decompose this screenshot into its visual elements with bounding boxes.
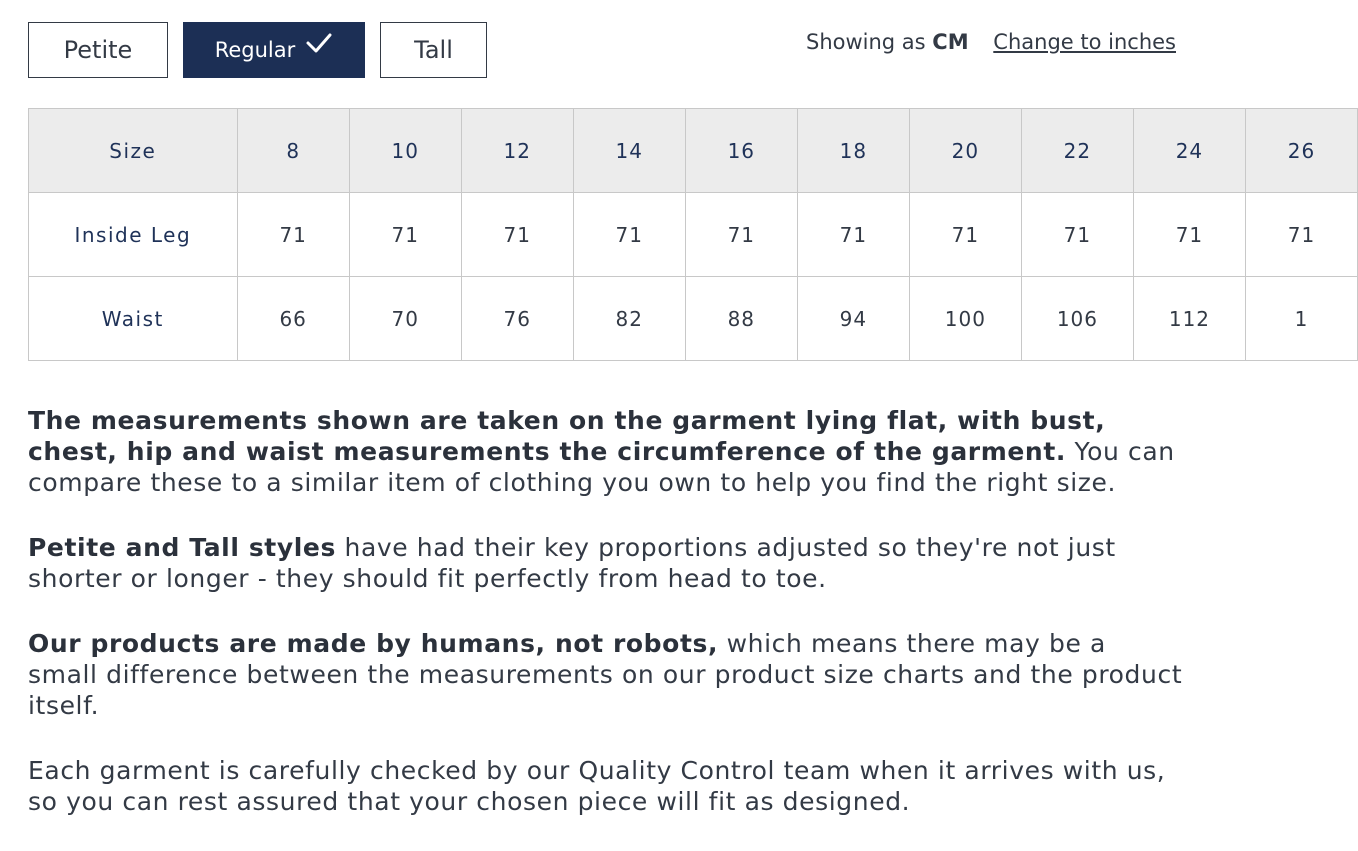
table-cell: 71 (461, 193, 573, 277)
size-cell: 10 (349, 109, 461, 193)
size-guide-notes (28, 405, 1183, 851)
size-cell: 12 (461, 109, 573, 193)
size-cell: 16 (685, 109, 797, 193)
size-cell: 26 (1245, 109, 1357, 193)
unit-indicator (806, 30, 1176, 54)
note-emphasis: Our products are made by humans, not robots, (28, 629, 719, 658)
size-cell: 14 (573, 109, 685, 193)
fit-tab-regular[interactable] (183, 22, 365, 78)
note-paragraph (28, 532, 1183, 594)
fit-tab-label: Tall (414, 36, 453, 64)
size-cell: 24 (1133, 109, 1245, 193)
fit-tab-tall[interactable] (380, 22, 487, 78)
table-cell: 71 (1021, 193, 1133, 277)
size-table (28, 108, 1358, 361)
note-paragraph (28, 628, 1183, 721)
table-cell: 71 (1245, 193, 1357, 277)
note-emphasis: Petite and Tall styles (28, 533, 336, 562)
fit-tab-petite[interactable] (28, 22, 168, 78)
table-cell: 71 (237, 193, 349, 277)
table-cell: 88 (685, 277, 797, 361)
note-paragraph (28, 405, 1183, 498)
size-header-row (29, 109, 1358, 193)
table-cell: 71 (349, 193, 461, 277)
size-cell: 20 (909, 109, 1021, 193)
table-cell: 76 (461, 277, 573, 361)
table-cell: 71 (909, 193, 1021, 277)
table-cell: 66 (237, 277, 349, 361)
size-cell: 18 (797, 109, 909, 193)
row-label-waist: Waist (29, 277, 238, 361)
unit-current: CM (932, 30, 969, 54)
note-text: which means there may be a small difference between the measurements on our product size charts and the product itself. (28, 629, 1183, 720)
size-chart (28, 108, 1316, 364)
table-cell: 100 (909, 277, 1021, 361)
table-cell: 94 (797, 277, 909, 361)
table-cell: 82 (573, 277, 685, 361)
table-row (29, 193, 1358, 277)
checkmark-icon (305, 32, 333, 59)
unit-prefix: Showing as (805, 30, 926, 54)
table-cell: 71 (685, 193, 797, 277)
table-cell: 70 (349, 277, 461, 361)
table-cell: 1 (1245, 277, 1357, 361)
table-cell: 71 (573, 193, 685, 277)
table-cell: 106 (1021, 277, 1133, 361)
size-header-label: Size (29, 109, 238, 193)
fit-tab-label: Petite (63, 36, 133, 64)
note-emphasis: The measurements shown are taken on the garment lying flat, with bust, chest, hip and waist measurements the circumference of the garment. (28, 406, 1106, 466)
fit-selector (28, 22, 487, 78)
table-cell: 71 (797, 193, 909, 277)
fit-tab-label: Regular (214, 38, 296, 62)
table-cell: 71 (1133, 193, 1245, 277)
change-units-link[interactable]: Change to inches (993, 30, 1176, 54)
note-text: Each garment is carefully checked by our Quality Control team when it arrives with us, so you can rest assured that your chosen piece will fit as designed. (28, 756, 1166, 816)
row-label-inside-leg: Inside Leg (29, 193, 238, 277)
note-text: have had their key proportions adjusted so they're not just shorter or longer - they should fit perfectly from head to toe. (28, 533, 1116, 593)
note-text: You can compare these to a similar item of clothing you own to help you find the right size. (28, 437, 1175, 497)
table-row (29, 277, 1358, 361)
table-cell: 112 (1133, 277, 1245, 361)
note-paragraph (28, 755, 1183, 817)
size-cell: 8 (237, 109, 349, 193)
size-cell: 22 (1021, 109, 1133, 193)
